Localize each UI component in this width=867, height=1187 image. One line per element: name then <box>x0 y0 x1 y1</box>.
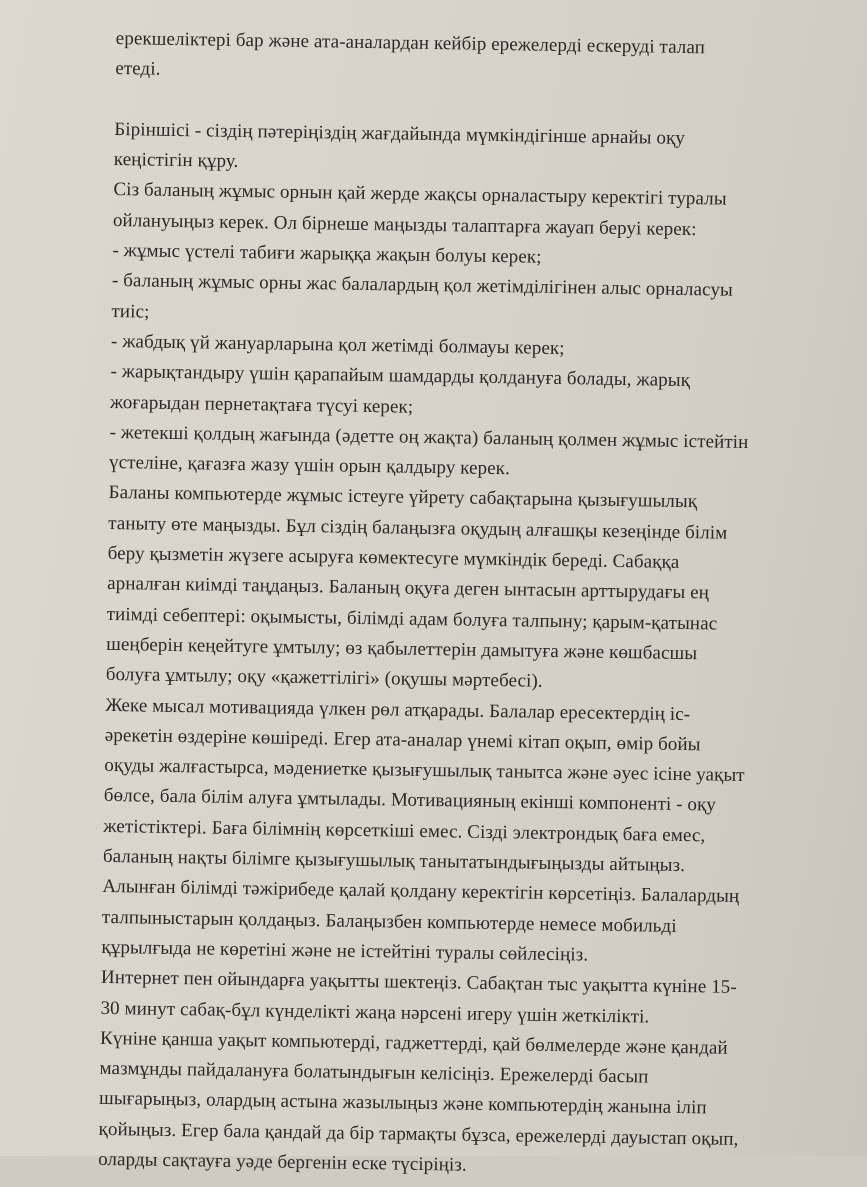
text-line: ерекшеліктері бар және ата-аналардан кейбір ережелерді ескеруді талап <box>115 27 706 59</box>
text-line: ойлануыңыз керек. Ол бірнеше маңызды талаптарға жауап беруі керек: <box>112 209 697 240</box>
text-line: оқуды жалғастырса, мәдениетке қызығушылық танытса және әуес ісіне уақыт <box>104 755 745 787</box>
text-line: бөлсе, бала білім алуға ұмтылады. Мотивацияның екінші компоненті - оқу <box>103 785 717 816</box>
text-line: 30 минут сабақ-бұл күнделікті жаңа нәрсені игеру үшін жеткілікті. <box>100 997 650 1027</box>
document-text <box>98 24 846 1187</box>
text-line: Сіз баланың жұмыс орнын қай жерде жақсы орналастыру керектігі туралы <box>113 179 727 211</box>
text-line: құрылғыда не көретіні және не істейтіні туралы сөйлесіңіз. <box>101 936 589 966</box>
text-line: Интернет пен ойындарға уақытты шектеңіз. Сабақтан тыс уақытта күніне 15- <box>100 967 737 999</box>
text-line: жетістіктері. Баға білімнің көрсеткіші емес. Сізді электрондық баға емес, <box>103 815 706 847</box>
text-line: Баланы компьютерде жұмыс істеуге үйрету сабақтарына қызығушылық <box>108 482 698 513</box>
text-line: үстеліне, қағазға жазу үшін орын қалдыру керек. <box>108 452 511 480</box>
text-line: - баланың жұмыс орны жас балалардың қол жетімділігінен алыс орналасуы <box>111 270 734 302</box>
text-line: болуға ұмтылу; оқу «қажеттілігі» (оқушы мәртебесі). <box>105 664 543 693</box>
text-line: таныту өте маңызды. Бұл сіздің балаңызға оқудың алғашқы кезеңінде білім <box>107 512 728 544</box>
text-line: Жеке мысал мотивацияда үлкен рөл атқарады. Балалар ересектердің іс- <box>105 694 691 725</box>
text-line: әрекетін өздеріне көшіреді. Егер ата-аналар үнемі кітап оқып, өмір бойы <box>104 724 701 756</box>
text-line: - жұмыс үстелі табиғи жарыққа жақын болуы керек; <box>112 240 542 268</box>
text-line: жоғарыдан пернетақтаға түсуі керек; <box>109 391 414 418</box>
text-line: шығарыңыз, олардың астына жазылыңыз және компьютердің жанына іліп <box>98 1088 707 1119</box>
text-line: кеңістігін құру. <box>113 149 239 173</box>
text-line: баланың нақты білімге қызығушылық танытатындығыңызды айтыңыз. <box>102 845 686 877</box>
text-line: тиімді себептері: оқымысты, білімді адам болуға талпыну; қарым-қатынас <box>106 603 718 635</box>
text-line: Күніне қанша уақыт компьютерді, гаджеттерді, қай бөлмелерде және қандай <box>99 1027 728 1059</box>
text-line: тиіс; <box>111 300 150 323</box>
text-line: мазмұнды пайдалануға болатындығын келісіңіз. Ережелерді басып <box>99 1057 649 1088</box>
text-line: арналған киімді таңдаңыз. Баланың оқуға деген ынтасын арттырудағы ең <box>107 573 710 604</box>
text-line: етеді. <box>115 58 161 81</box>
text-line: - жетекші қолдың жағында (әдетте оң жақта) баланың қолмен жұмыс істейтін <box>109 421 749 453</box>
text-line: Алынған білімді тәжірибеде қалай қолдану керектігін көрсетіңіз. Балалардың <box>102 876 740 908</box>
text-line: - жарықтандыру үшін қарапайым шамдарды қолдануға болады, жарық <box>110 361 691 392</box>
text-line: - жабдық үй жануарларына қол жетімді болмауы керек; <box>110 330 565 360</box>
text-line: шеңберін кеңейтуге ұмтылу; өз қабылеттерін дамытуға және көшбасшы <box>106 633 698 665</box>
text-line: беру қызметін жүзеге асыруға көмектесуге мүмкіндік береді. Сабаққа <box>107 542 680 573</box>
text-line: оларды сақтауға уәде бергенін еске түсіріңіз. <box>97 1148 467 1176</box>
text-line: талпыныстарын қолдаңыз. Балаңызбен компьютерде немесе мобильді <box>101 906 677 937</box>
text-line: қойыңыз. Егер бала қандай да бір тармақты бұзса, ережелерді дауыстап оқып, <box>98 1118 739 1150</box>
text-line: Біріншісі - сіздің пәтеріңіздің жағдайында мүмкіндігінше арнайы оқу <box>114 118 686 149</box>
